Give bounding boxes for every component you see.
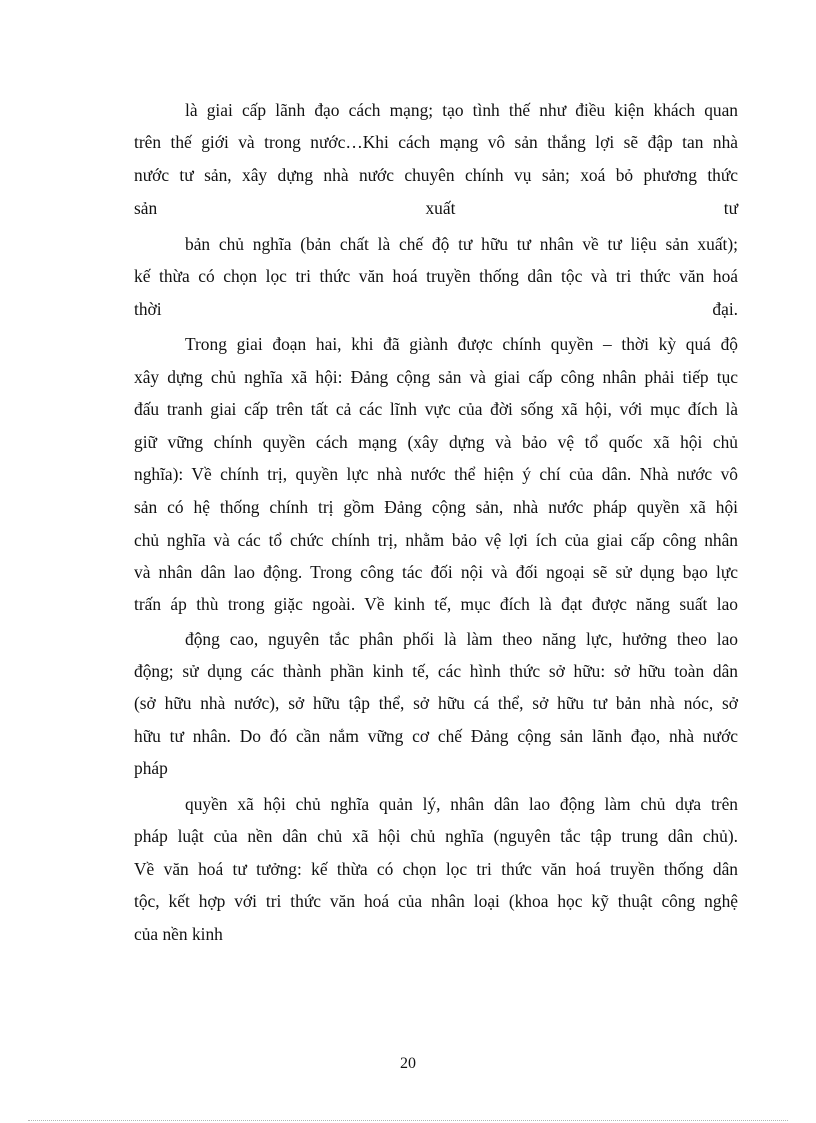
text-line: nghĩa): Về chính trị, quyền lực nhà nước thể hiện ý chí của dân. Nhà nước vô bbox=[134, 464, 738, 484]
text-line: tộc, kết hợp với tri thức văn hoá của nhân loại (khoa học kỹ thuật công nghệ bbox=[134, 891, 738, 911]
text-line: sản có hệ thống chính trị gồm Đảng cộng sản, nhà nước pháp quyền xã hội bbox=[134, 497, 738, 517]
text-line: xây dựng chủ nghĩa xã hội: Đảng cộng sản và giai cấp công nhân phải tiếp tục bbox=[134, 367, 738, 387]
text-line: Trong giai đoạn hai, khi đã giành được chính quyền – thời kỳ quá độ bbox=[185, 334, 738, 354]
text-line: của nền kinh bbox=[134, 924, 223, 944]
text-line: giữ vững chính quyền cách mạng (xây dựng và bảo vệ tổ quốc xã hội chủ bbox=[134, 432, 738, 452]
text-line: sản xuất tư bbox=[134, 198, 738, 218]
text-line: kế thừa có chọn lọc tri thức văn hoá truyền thống dân tộc và tri thức văn hoá bbox=[134, 266, 738, 286]
text-line: pháp luật của nền dân chủ xã hội chủ nghĩa (nguyên tắc tập trung dân chủ). bbox=[134, 826, 738, 846]
footer-divider bbox=[28, 1120, 788, 1121]
text-line: bản chủ nghĩa (bản chất là chế độ tư hữu tư nhân về tư liệu sản xuất); bbox=[185, 234, 738, 254]
text-line: (sở hữu nhà nước), sở hữu tập thể, sở hữu cá thể, sở hữu tư bản nhà nóc, sở bbox=[134, 693, 738, 713]
text-line: động; sử dụng các thành phần kinh tế, các hình thức sở hữu: sở hữu toàn dân bbox=[134, 661, 738, 681]
text-line: là giai cấp lãnh đạo cách mạng; tạo tình thế như điều kiện khách quan bbox=[185, 100, 738, 120]
text-line: thời đại. bbox=[134, 299, 738, 319]
text-line: trấn áp thù trong giặc ngoài. Về kinh tế, mục đích là đạt được năng suất lao bbox=[134, 594, 738, 614]
text-line: nước tư sản, xây dựng nhà nước chuyên chính vụ sản; xoá bỏ phương thức bbox=[134, 165, 738, 185]
text-line: chủ nghĩa và các tổ chức chính trị, nhằm bảo vệ lợi ích của giai cấp công nhân bbox=[134, 530, 738, 550]
page-number: 20 bbox=[400, 1055, 416, 1072]
text-line: hữu tư nhân. Do đó cần nắm vững cơ chế Đảng cộng sản lãnh đạo, nhà nước bbox=[134, 726, 738, 746]
text-line: động cao, nguyên tắc phân phối là làm theo năng lực, hưởng theo lao bbox=[185, 629, 738, 649]
text-line: Về văn hoá tư tưởng: kế thừa có chọn lọc tri thức văn hoá truyền thống dân bbox=[134, 859, 738, 879]
text-line: pháp bbox=[134, 758, 168, 778]
text-line: và nhân dân lao động. Trong công tác đối nội và đối ngoại sẽ sử dụng bạo lực bbox=[134, 562, 738, 582]
text-line: quyền xã hội chủ nghĩa quản lý, nhân dân lao động làm chủ dựa trên bbox=[185, 794, 738, 814]
text-line: trên thế giới và trong nước…Khi cách mạng vô sản thắng lợi sẽ đập tan nhà bbox=[134, 132, 738, 152]
text-line: đấu tranh giai cấp trên tất cả các lĩnh vực của đời sống xã hội, với mục đích là bbox=[134, 399, 738, 419]
